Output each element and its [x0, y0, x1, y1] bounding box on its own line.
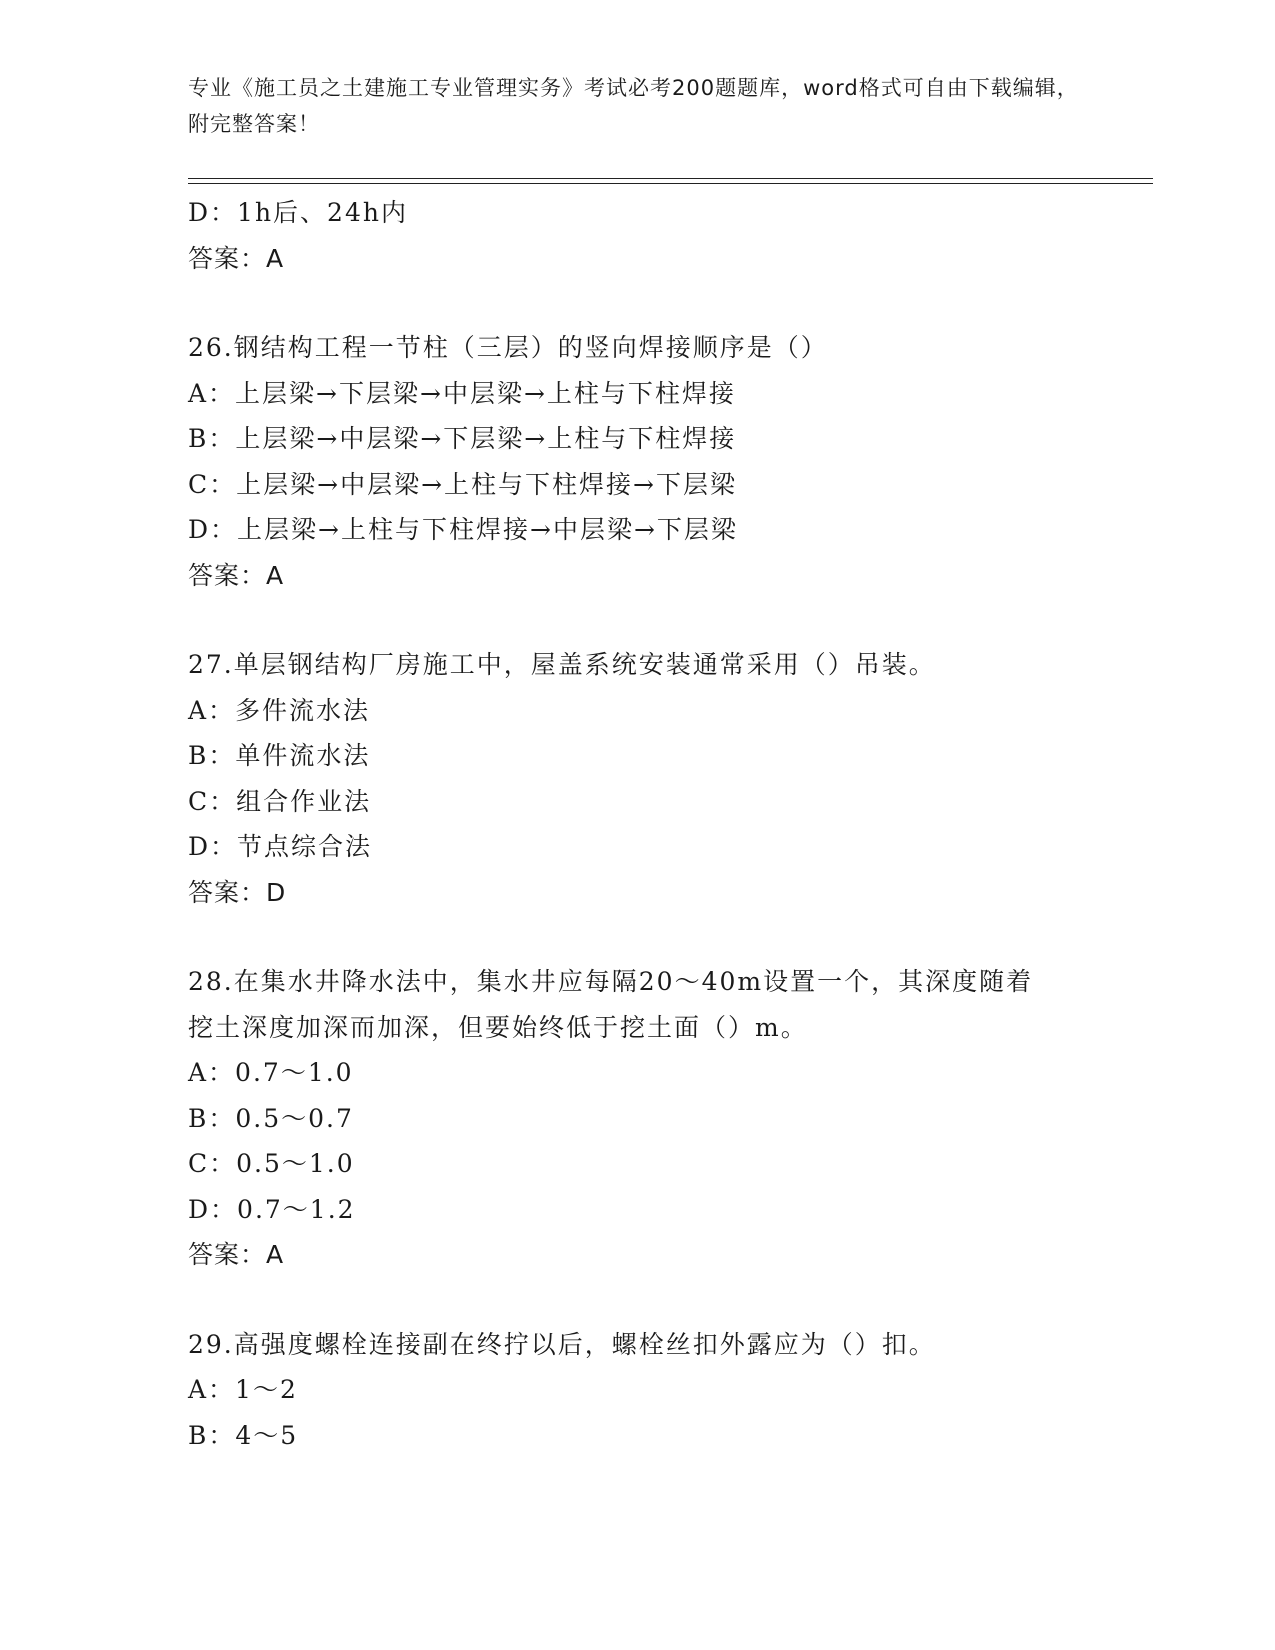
header-divider-bottom: [188, 183, 1153, 184]
question-answer: 答案：A: [188, 560, 285, 590]
question-stem: 29.高强度螺栓连接副在终拧以后，螺栓丝扣外露应为（）扣。: [188, 1329, 936, 1359]
header-divider-top: [188, 178, 1153, 179]
question-answer: 答案：A: [188, 1240, 285, 1269]
question-29: [188, 1322, 1148, 1459]
question-27: [188, 642, 1148, 915]
option-b: B：0.5～0.7: [188, 1103, 354, 1133]
option-b: B：单件流水法: [188, 741, 371, 770]
question-26: [188, 325, 1148, 598]
option-b: B：4～5: [188, 1420, 299, 1450]
question-list: [188, 190, 1148, 1458]
page-header: 专业《施工员之土建施工专业管理实务》考试必考200题题库，word格式可自由下载编辑，附完整答案！: [188, 76, 1079, 136]
spacer: [188, 1278, 1148, 1322]
option-c: C：上层梁→中层梁→上柱与下柱焊接→下层梁: [188, 469, 737, 499]
option-a: A：多件流水法: [188, 695, 371, 725]
question-stem: 28.在集水井降水法中，集水井应每隔20～40m设置一个，其深度随着挖土深度加深而加深，但要始终低于挖土面（）m。: [188, 967, 1034, 1042]
prev-option-d: D：1h后、24h内: [188, 198, 408, 227]
question-stem: 27.单层钢结构厂房施工中，屋盖系统安装通常采用（）吊装。: [188, 650, 936, 679]
option-c: C：组合作业法: [188, 786, 372, 816]
question-28: [188, 959, 1148, 1278]
option-c: C：0.5～1.0: [188, 1149, 355, 1178]
question-answer: 答案：D: [188, 877, 287, 907]
option-d: D：0.7～1.2: [188, 1194, 356, 1224]
spacer: [188, 915, 1148, 959]
option-d: D：节点综合法: [188, 832, 373, 861]
spacer: [188, 598, 1148, 642]
prev-answer: 答案：A: [188, 243, 285, 273]
option-a: A：1～2: [188, 1375, 298, 1404]
spacer: [188, 281, 1148, 325]
option-b: B：上层梁→中层梁→下层梁→上柱与下柱焊接: [188, 424, 737, 453]
option-d: D：上层梁→上柱与下柱焊接→中层梁→下层梁: [188, 515, 738, 544]
option-a: A：0.7～1.0: [188, 1058, 354, 1087]
option-a: A：上层梁→下层梁→中层梁→上柱与下柱焊接: [188, 378, 736, 408]
question-stem: 26.钢结构工程一节柱（三层）的竖向焊接顺序是（）: [188, 333, 828, 362]
